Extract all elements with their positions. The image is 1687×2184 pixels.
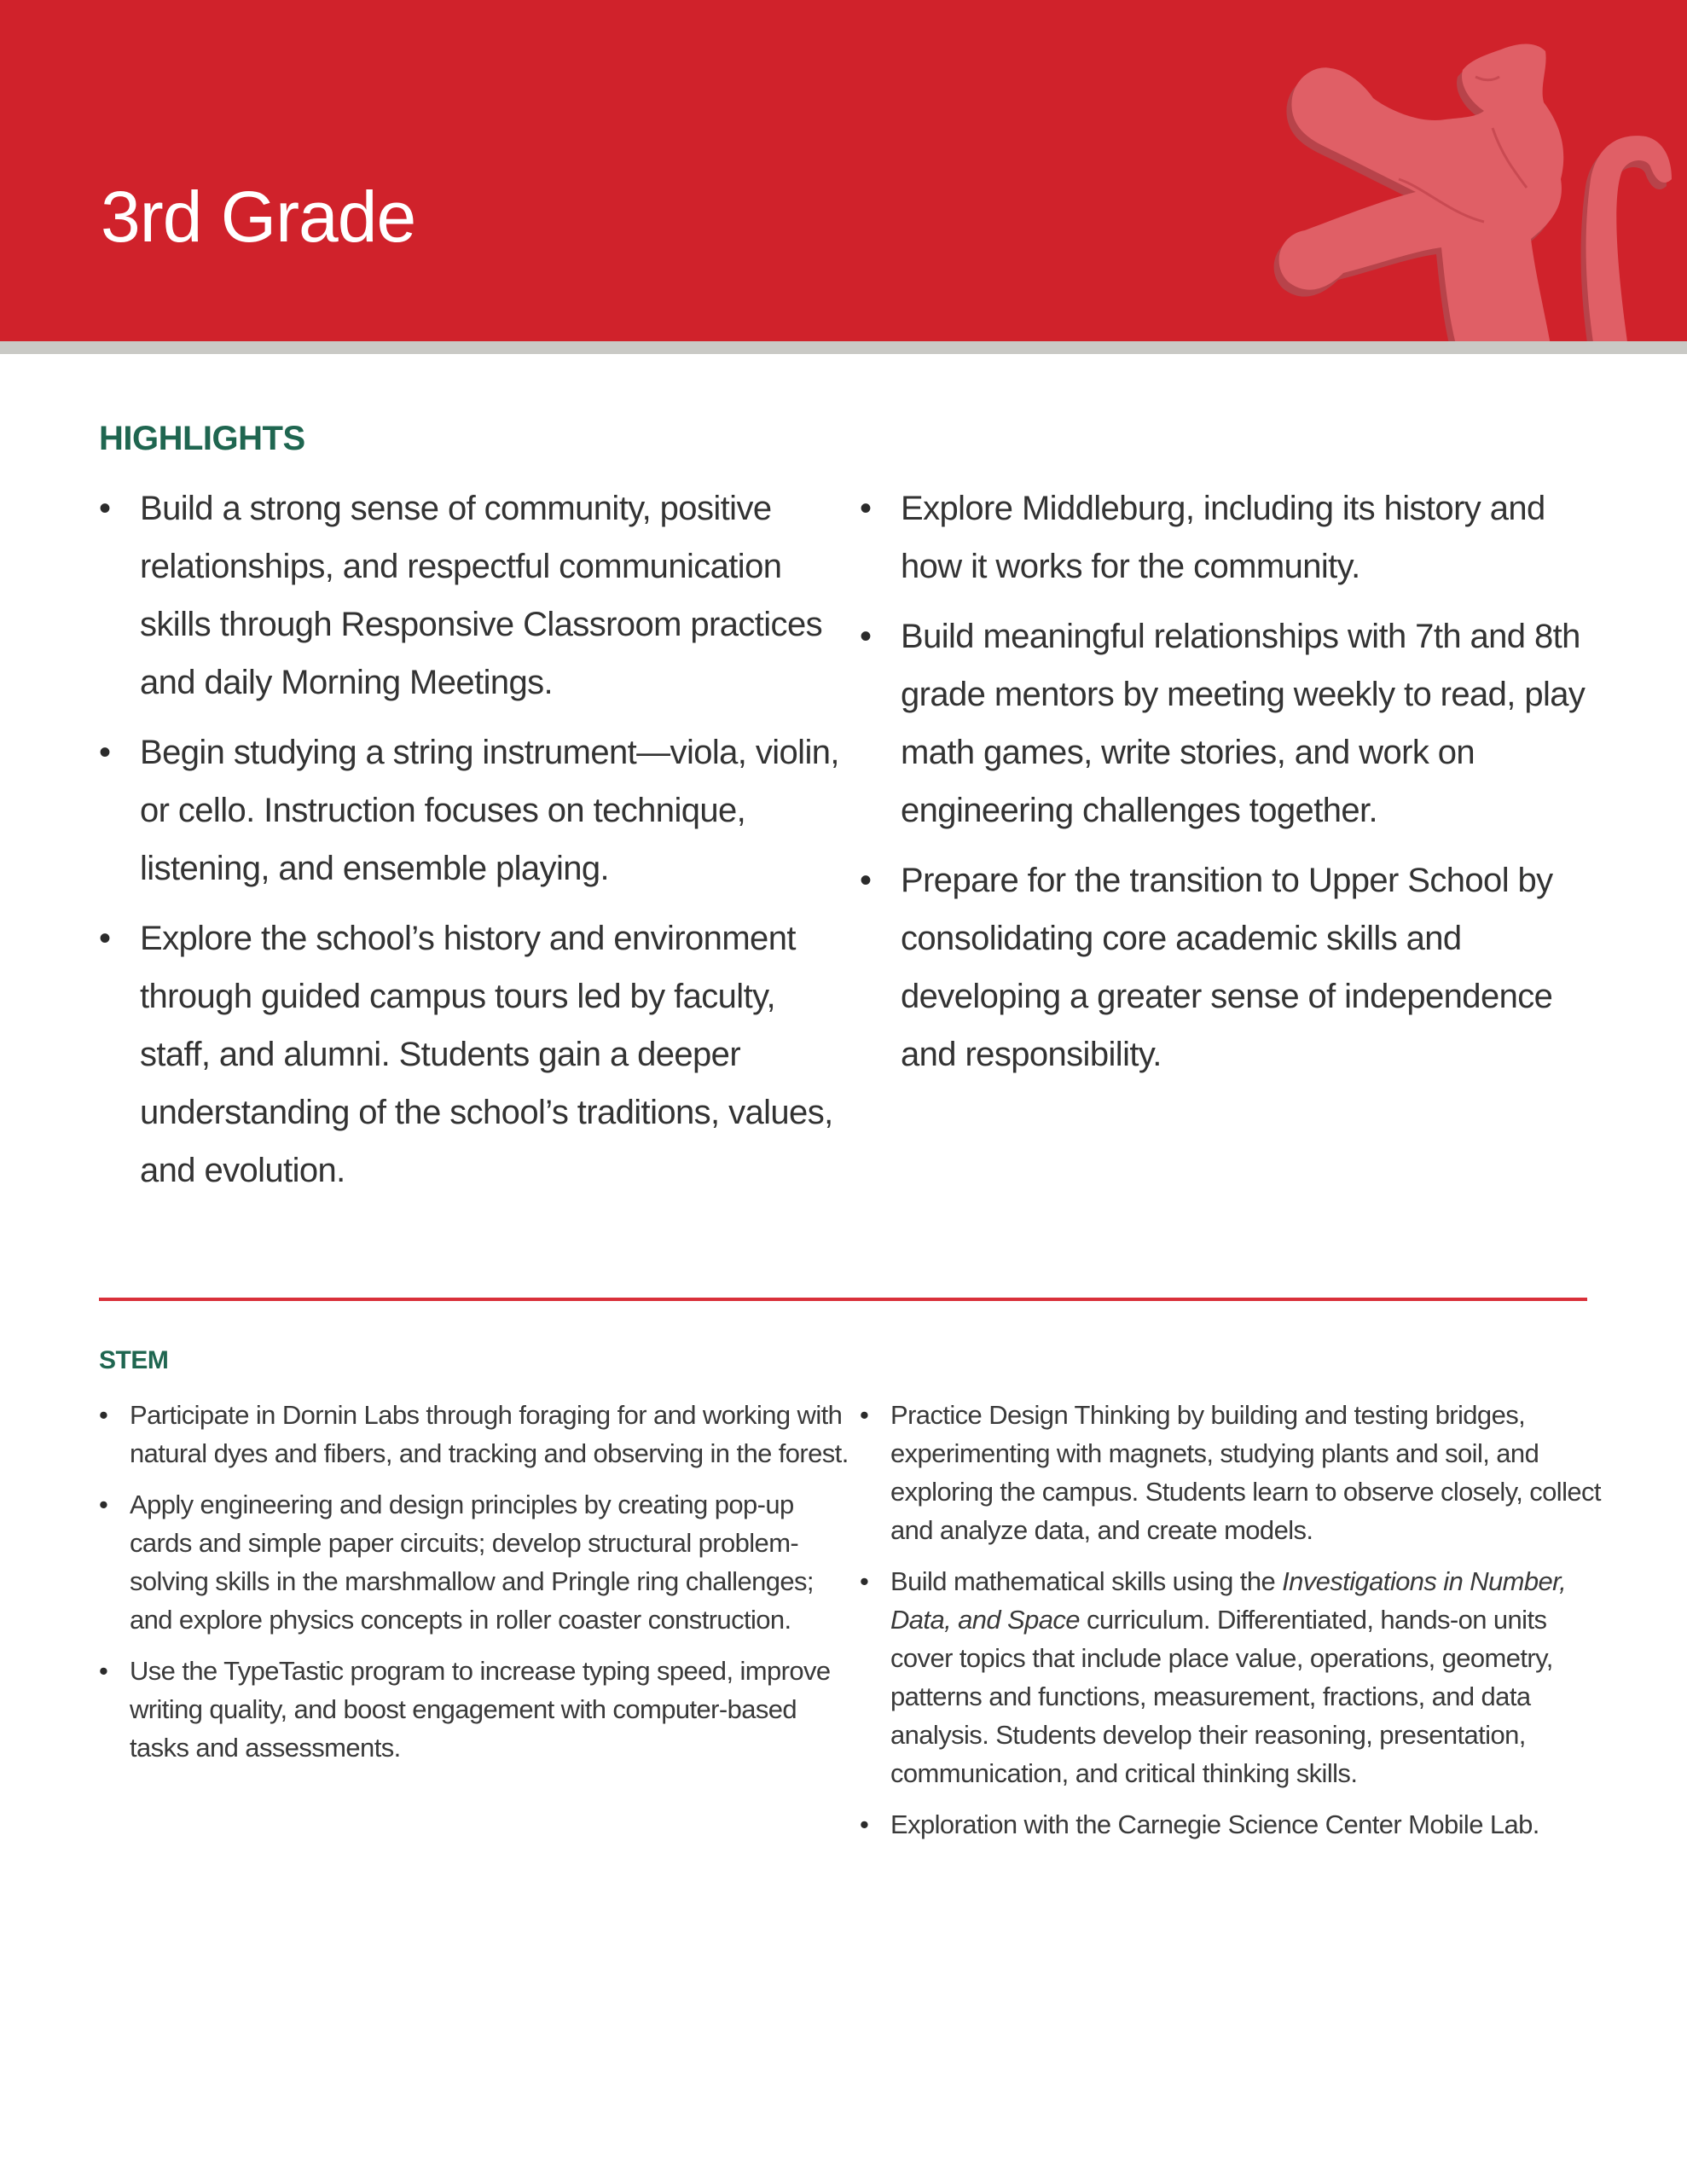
highlight-item: • Explore Middleburg, including its history and how it works for the community.	[860, 479, 1610, 595]
bullet-icon: •	[860, 862, 872, 899]
bullet-icon: •	[860, 1400, 869, 1430]
highlights-heading: HIGHLIGHTS	[99, 420, 305, 457]
section-divider	[99, 1298, 1587, 1301]
stem-item: • Practice Design Thinking by building and testing bridges, experimenting with magnets, studying plants and soil, and exploring the campus. Students learn to observe closely, collect and analyze data, and create models.	[860, 1396, 1602, 1549]
highlight-item: • Build a strong sense of community, positive relationships, and respectful communication skills through Responsive Classroom practices and daily Morning Meetings.	[99, 479, 849, 712]
bullet-icon: •	[99, 1400, 108, 1430]
highlight-item: • Explore the school’s history and environment through guided campus tours led by faculty, staff, and alumni. Students gain a deeper understanding of the school’s traditions, values, and evolution.	[99, 909, 849, 1199]
bullet-icon: •	[860, 1566, 869, 1596]
lion-mascot-icon	[1228, 17, 1687, 341]
bullet-icon: •	[99, 1656, 108, 1686]
stem-right-column	[860, 1396, 1602, 1856]
bullet-icon: •	[99, 1490, 108, 1519]
highlights-left-column	[99, 479, 849, 1211]
stem-left-column	[99, 1396, 849, 1780]
stem-item: • Exploration with the Carnegie Science Center Mobile Lab.	[860, 1805, 1602, 1844]
bullet-icon: •	[99, 490, 111, 527]
highlight-item: • Build meaningful relationships with 7th and 8th grade mentors by meeting weekly to read, play math games, write stories, and work on engineering challenges together.	[860, 607, 1610, 839]
header-banner	[0, 0, 1687, 341]
highlight-item: • Prepare for the transition to Upper School by consolidating core academic skills and developing a greater sense of independence and responsibility.	[860, 851, 1610, 1083]
stem-item: • Apply engineering and design principles by creating pop-up cards and simple paper circuits; develop structural problem-solving skills in the marshmallow and Pringle ring challenges; and explore physics concepts in roller coaster construction.	[99, 1485, 849, 1639]
bullet-icon: •	[99, 920, 111, 957]
bullet-icon: •	[860, 618, 872, 655]
stem-item: • Build mathematical skills using the Investigations in Number, Data, and Space curriculum. Differentiated, hands-on units cover topics that include place value, operations, geometry, patterns and functions, measurement, fractions, and data analysis. Students develop their reasoning, presentation, communication, and critical thinking skills.	[860, 1562, 1602, 1792]
bullet-icon: •	[99, 734, 111, 771]
page-title: 3rd Grade	[101, 177, 416, 257]
bullet-icon: •	[860, 1809, 869, 1839]
stem-item: • Use the TypeTastic program to increase typing speed, improve writing quality, and boost engagement with computer-based tasks and assessments.	[99, 1652, 849, 1767]
highlights-right-column	[860, 479, 1610, 1095]
highlight-item: • Begin studying a string instrument—viola, violin, or cello. Instruction focuses on technique, listening, and ensemble playing.	[99, 723, 849, 897]
stem-heading: STEM	[99, 1346, 169, 1374]
curriculum-title: Investigations in Number, Data, and Space	[890, 1566, 1567, 1635]
header-divider-stripe	[0, 341, 1687, 354]
bullet-icon: •	[860, 490, 872, 527]
stem-item: • Participate in Dornin Labs through foraging for and working with natural dyes and fibers, and tracking and observing in the forest.	[99, 1396, 849, 1472]
